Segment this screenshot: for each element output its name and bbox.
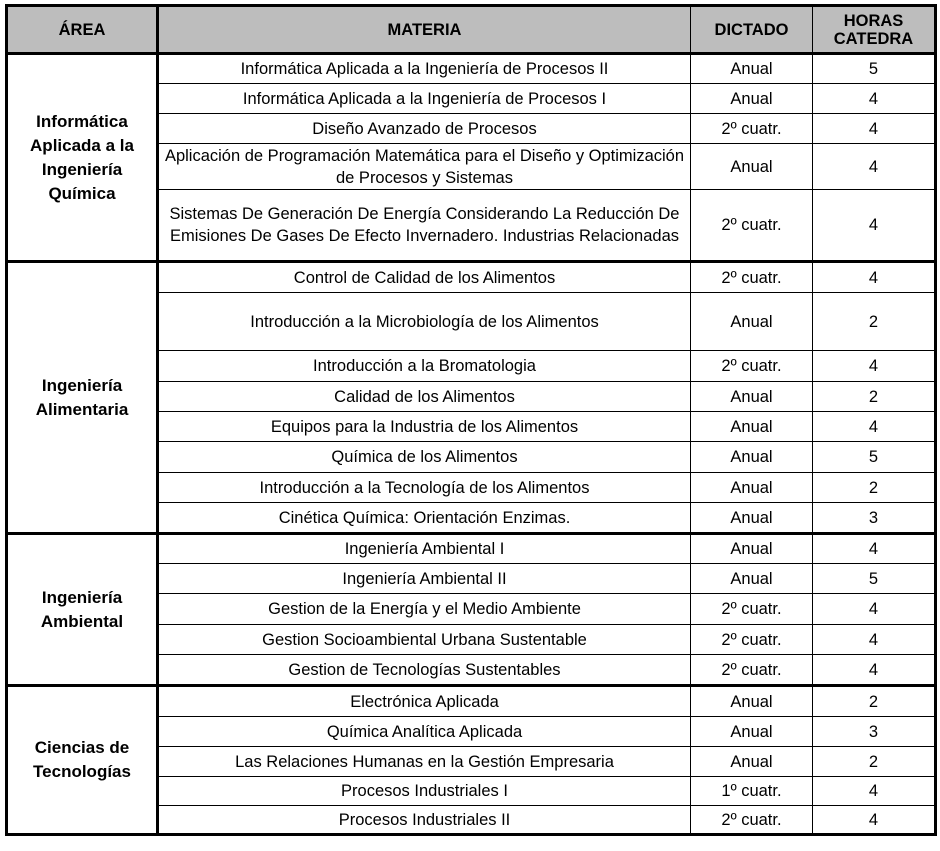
header-horas-line1: HORAS: [843, 11, 904, 30]
dictado-cell: Anual: [691, 747, 813, 777]
dictado-cell: Anual: [691, 686, 813, 717]
horas-cell: 2: [813, 382, 936, 412]
dictado-cell: Anual: [691, 84, 813, 114]
horas-cell: 5: [813, 54, 936, 84]
dictado-cell: 2º cuatr.: [691, 114, 813, 144]
dictado-cell: Anual: [691, 144, 813, 190]
area-line: Alimentaria: [35, 399, 129, 419]
materia-cell: Electrónica Aplicada: [158, 686, 691, 717]
materia-cell: Calidad de los Alimentos: [158, 382, 691, 412]
horas-cell: 4: [813, 351, 936, 382]
area-line: Aplicada a la: [30, 135, 134, 155]
horas-cell: 4: [813, 625, 936, 655]
materia-cell: Aplicación de Programación Matemática para el Diseño y Optimización de Procesos y Sistemas: [158, 144, 691, 190]
materia-cell: Química de los Alimentos: [158, 442, 691, 473]
dictado-cell: 1º cuatr.: [691, 777, 813, 806]
horas-cell: 4: [813, 806, 936, 835]
area-cell: [7, 54, 158, 262]
header-area: ÁREA: [7, 6, 158, 54]
table-body: [7, 54, 936, 835]
header-horas-line2: CATEDRA: [833, 29, 914, 48]
dictado-cell: 2º cuatr.: [691, 625, 813, 655]
dictado-cell: 2º cuatr.: [691, 655, 813, 686]
area-line: Ingeniería: [41, 375, 123, 395]
dictado-cell: 2º cuatr.: [691, 262, 813, 293]
materia-cell: Procesos Industriales II: [158, 806, 691, 835]
materia-cell: Ingeniería Ambiental II: [158, 564, 691, 594]
header-row: [7, 6, 936, 54]
dictado-cell: Anual: [691, 54, 813, 84]
horas-cell: 4: [813, 190, 936, 262]
horas-cell: 4: [813, 594, 936, 625]
materia-cell: Control de Calidad de los Alimentos: [158, 262, 691, 293]
dictado-cell: Anual: [691, 442, 813, 473]
horas-cell: 2: [813, 473, 936, 503]
materia-cell: Procesos Industriales I: [158, 777, 691, 806]
dictado-cell: 2º cuatr.: [691, 351, 813, 382]
horas-cell: 4: [813, 412, 936, 442]
materia-cell: Ingeniería Ambiental I: [158, 534, 691, 564]
materia-cell: Cinética Química: Orientación Enzimas.: [158, 503, 691, 534]
materia-cell: Informática Aplicada a la Ingeniería de Procesos I: [158, 84, 691, 114]
dictado-cell: Anual: [691, 293, 813, 351]
area-line: Química: [48, 183, 116, 203]
header-dictado: DICTADO: [691, 6, 813, 54]
area-line: Ingeniería: [41, 159, 123, 179]
area-line: Ciencias de: [34, 738, 130, 757]
horas-cell: 5: [813, 564, 936, 594]
header-materia: MATERIA: [158, 6, 691, 54]
area-line: Ambiental: [40, 611, 124, 631]
table-row: [7, 686, 936, 717]
materia-cell: Gestion de Tecnologías Sustentables: [158, 655, 691, 686]
materia-cell: Introducción a la Tecnología de los Alimentos: [158, 473, 691, 503]
header-horas-catedra: [813, 6, 936, 54]
dictado-cell: Anual: [691, 503, 813, 534]
materia-cell: Introducción a la Microbiología de los Alimentos: [158, 293, 691, 351]
horas-cell: 4: [813, 262, 936, 293]
dictado-cell: 2º cuatr.: [691, 190, 813, 262]
area-line: Tecnologías: [33, 762, 131, 781]
area-cell: [7, 534, 158, 686]
horas-cell: 2: [813, 293, 936, 351]
materia-cell: Introducción a la Bromatologia: [158, 351, 691, 382]
subjects-table: [5, 4, 937, 836]
materia-cell: Gestion Socioambiental Urbana Sustentable: [158, 625, 691, 655]
area-cell: [7, 686, 158, 835]
area-cell: [7, 262, 158, 534]
table-row: [7, 262, 936, 293]
horas-cell: 3: [813, 717, 936, 747]
table-row: [7, 54, 936, 84]
materia-cell: Diseño Avanzado de Procesos: [158, 114, 691, 144]
table-row: [7, 534, 936, 564]
horas-cell: 4: [813, 114, 936, 144]
dictado-cell: Anual: [691, 412, 813, 442]
horas-cell: 5: [813, 442, 936, 473]
materia-cell: Química Analítica Aplicada: [158, 717, 691, 747]
horas-cell: 2: [813, 686, 936, 717]
materia-cell: Las Relaciones Humanas en la Gestión Empresaria: [158, 747, 691, 777]
horas-cell: 2: [813, 747, 936, 777]
area-line: Ingeniería: [41, 587, 123, 607]
horas-cell: 4: [813, 84, 936, 114]
area-line: Informática: [36, 111, 128, 131]
dictado-cell: 2º cuatr.: [691, 806, 813, 835]
horas-cell: 4: [813, 655, 936, 686]
dictado-cell: Anual: [691, 382, 813, 412]
materia-cell: Equipos para la Industria de los Alimentos: [158, 412, 691, 442]
materia-cell: Gestion de la Energía y el Medio Ambiente: [158, 594, 691, 625]
horas-cell: 4: [813, 777, 936, 806]
dictado-cell: Anual: [691, 534, 813, 564]
dictado-cell: Anual: [691, 473, 813, 503]
horas-cell: 4: [813, 144, 936, 190]
dictado-cell: 2º cuatr.: [691, 594, 813, 625]
dictado-cell: Anual: [691, 717, 813, 747]
horas-cell: 4: [813, 534, 936, 564]
horas-cell: 3: [813, 503, 936, 534]
dictado-cell: Anual: [691, 564, 813, 594]
materia-cell: Sistemas De Generación De Energía Considerando La Reducción De Emisiones De Gases De Efecto Invernadero. Industrias Relacionadas: [158, 190, 691, 262]
materia-cell: Informática Aplicada a la Ingeniería de Procesos II: [158, 54, 691, 84]
